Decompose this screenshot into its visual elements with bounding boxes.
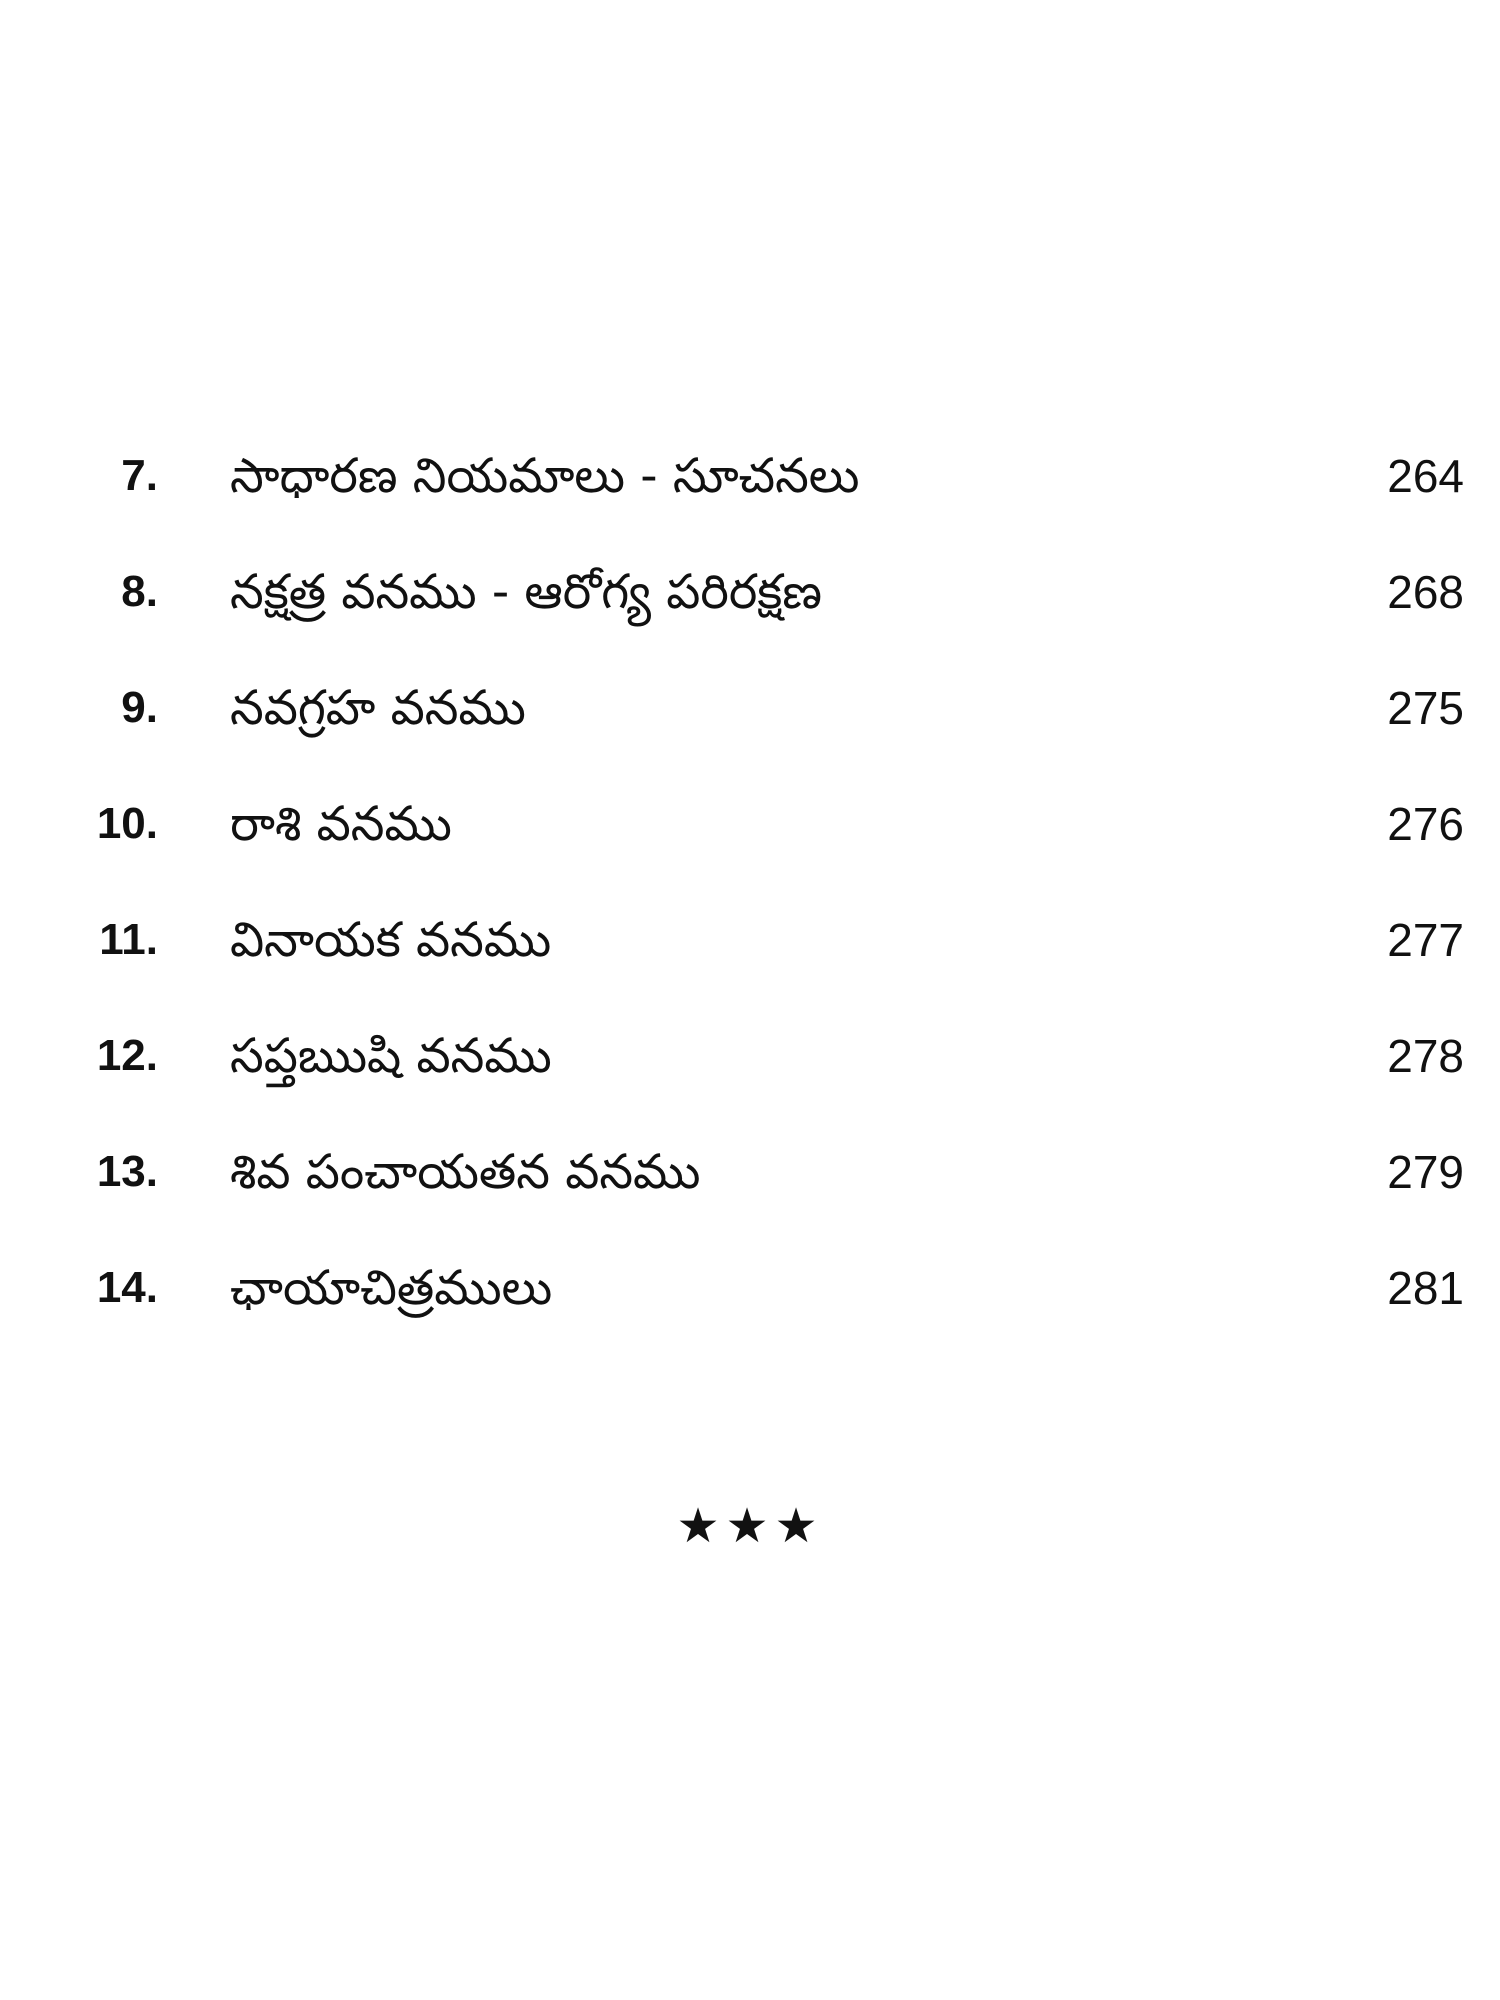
toc-entry-title: వినాయక వనము (230, 912, 552, 968)
toc-entry-number: 12. (96, 1031, 158, 1080)
toc-entry-page: 268 (1387, 566, 1464, 618)
toc-entry-number: 8. (121, 567, 158, 616)
toc-entry-page: 264 (1387, 450, 1464, 502)
toc-entry-page: 281 (1387, 1262, 1464, 1314)
toc-entry-number: 14. (96, 1263, 158, 1312)
toc-entry-page: 278 (1387, 1030, 1464, 1082)
toc-row (0, 766, 1500, 882)
toc-entry-title: సప్తఋషి వనము (230, 1028, 552, 1084)
toc-entry-number: 10. (96, 799, 158, 848)
toc-row (0, 534, 1500, 650)
toc-entry-title: నవగ్రహ వనము (230, 680, 526, 736)
toc-entry-page: 276 (1387, 798, 1464, 850)
toc-entry-number: 9. (121, 683, 158, 732)
toc-entry-page: 279 (1387, 1146, 1464, 1198)
toc-entry-title: సాధారణ నియమాలు - సూచనలు (230, 448, 860, 504)
table-of-contents (0, 418, 1500, 1346)
toc-entry-page: 277 (1387, 914, 1464, 966)
section-end-stars: ★★★ (676, 1498, 824, 1554)
toc-entry-title: నక్షత్ర వనము - ఆరోగ్య పరిరక్షణ (230, 564, 823, 620)
toc-entry-number: 7. (121, 451, 158, 500)
toc-row (0, 1230, 1500, 1346)
toc-entry-number: 11. (99, 915, 158, 964)
toc-row (0, 650, 1500, 766)
toc-row (0, 1114, 1500, 1230)
toc-entry-title: రాశి వనము (230, 796, 452, 852)
toc-entry-page: 275 (1387, 682, 1464, 734)
toc-row (0, 882, 1500, 998)
toc-entry-title: శివ పంచాయతన వనము (230, 1144, 701, 1200)
toc-entry-number: 13. (96, 1147, 158, 1196)
toc-row (0, 418, 1500, 534)
toc-entry-title: ఛాయాచిత్రములు (230, 1260, 553, 1316)
toc-row (0, 998, 1500, 1114)
